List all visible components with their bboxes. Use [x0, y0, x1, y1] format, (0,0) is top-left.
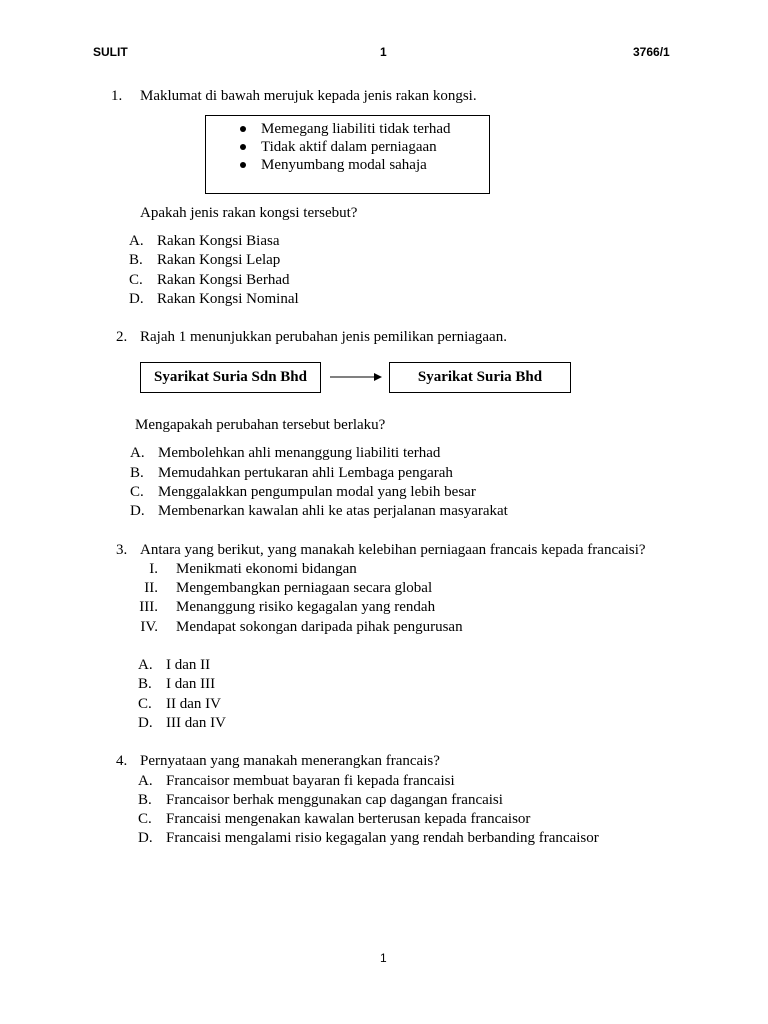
q4-option-d[interactable]: Francaisi mengalami risio kegagalan yang rendah berbanding francaisor [166, 830, 599, 846]
q1-bullet-item: Tidak aktif dalam perniagaan [261, 139, 437, 155]
q4-number: 4. [116, 753, 128, 769]
q2-option-letter: D. [130, 503, 145, 519]
q3-option-letter: B. [138, 676, 152, 692]
q3-number: 3. [116, 542, 128, 558]
diagram-box-to-label: Syarikat Suria Bhd [417, 369, 543, 385]
q1-option-d[interactable]: Rakan Kongsi Nominal [157, 291, 299, 307]
q3-item: Mendapat sokongan daripada pihak pengurusan [176, 619, 463, 635]
q3-option-c[interactable]: II dan IV [166, 696, 221, 712]
q1-option-letter: C. [129, 272, 143, 288]
q2-option-c[interactable]: Menggalakkan pengumpulan modal yang lebih besar [158, 484, 476, 500]
q4-option-letter: A. [138, 773, 153, 789]
q1-number: 1. [111, 88, 123, 104]
q3-option-letter: C. [138, 696, 152, 712]
q3-item: Mengembangkan perniagaan secara global [176, 580, 433, 596]
q1-option-a[interactable]: Rakan Kongsi Biasa [157, 233, 280, 249]
q3-option-b[interactable]: I dan III [166, 676, 216, 692]
q2-option-letter: A. [130, 445, 145, 461]
q3-stem: Antara yang berikut, yang manakah kelebihan perniagaan francais kepada francaisi? [140, 542, 646, 558]
q1-option-b[interactable]: Rakan Kongsi Lelap [157, 252, 281, 268]
q2-option-a[interactable]: Membolehkan ahli menanggung liabiliti terhad [158, 445, 441, 461]
q3-item-numeral: I. [149, 561, 158, 577]
q1-bullet-item: Menyumbang modal sahaja [261, 157, 427, 173]
q3-option-letter: D. [138, 715, 153, 731]
q1-option-letter: A. [129, 233, 144, 249]
diagram-box-to [389, 362, 571, 393]
q2-stem: Rajah 1 menunjukkan perubahan jenis pemilikan perniagaan. [140, 329, 507, 345]
arrow-right-icon [328, 370, 384, 384]
q4-stem: Pernyataan yang manakah menerangkan francais? [140, 753, 440, 769]
q1-question: Apakah jenis rakan kongsi tersebut? [140, 205, 358, 221]
q2-option-d[interactable]: Membenarkan kawalan ahli ke atas perjalanan masyarakat [158, 503, 508, 519]
q1-option-letter: B. [129, 252, 143, 268]
bullet-icon [240, 144, 246, 150]
q4-option-letter: C. [138, 811, 152, 827]
q4-option-letter: D. [138, 830, 153, 846]
q3-item: Menanggung risiko kegagalan yang rendah [176, 599, 436, 615]
q2-option-b[interactable]: Memudahkan pertukaran ahli Lembaga pengarah [158, 465, 453, 481]
q4-option-b[interactable]: Francaisor berhak menggunakan cap dagangan francaisi [166, 792, 503, 808]
q3-option-letter: A. [138, 657, 153, 673]
q1-option-c[interactable]: Rakan Kongsi Berhad [157, 272, 290, 288]
diagram-box-from [140, 362, 321, 393]
q2-question: Mengapakah perubahan tersebut berlaku? [135, 417, 386, 433]
q4-option-c[interactable]: Francaisi mengenakan kawalan berterusan kepada francaisor [166, 811, 531, 827]
q3-option-d[interactable]: III dan IV [166, 715, 226, 731]
q1-bullet-item: Memegang liabiliti tidak terhad [261, 121, 451, 137]
header-left: SULIT [93, 45, 128, 59]
footer-page-number: 1 [380, 951, 387, 965]
q1-stem: Maklumat di bawah merujuk kepada jenis rakan kongsi. [140, 88, 477, 104]
q2-number: 2. [116, 329, 128, 345]
q4-option-letter: B. [138, 792, 152, 808]
header-paper-code: 3766/1 [633, 45, 670, 59]
q3-item-numeral: IV. [140, 619, 158, 635]
bullet-icon [240, 162, 246, 168]
q3-item-numeral: III. [139, 599, 158, 615]
q1-option-letter: D. [129, 291, 144, 307]
bullet-icon [240, 126, 246, 132]
diagram-box-from-label: Syarikat Suria Sdn Bhd [154, 369, 307, 385]
q4-option-a[interactable]: Francaisor membuat bayaran fi kepada francaisi [166, 773, 455, 789]
q3-item-numeral: II. [144, 580, 158, 596]
q1-info-box [205, 115, 490, 194]
q2-option-letter: B. [130, 465, 144, 481]
q2-option-letter: C. [130, 484, 144, 500]
q3-item: Menikmati ekonomi bidangan [176, 561, 357, 577]
header-page-number: 1 [380, 45, 387, 59]
q3-option-a[interactable]: I dan II [166, 657, 211, 673]
